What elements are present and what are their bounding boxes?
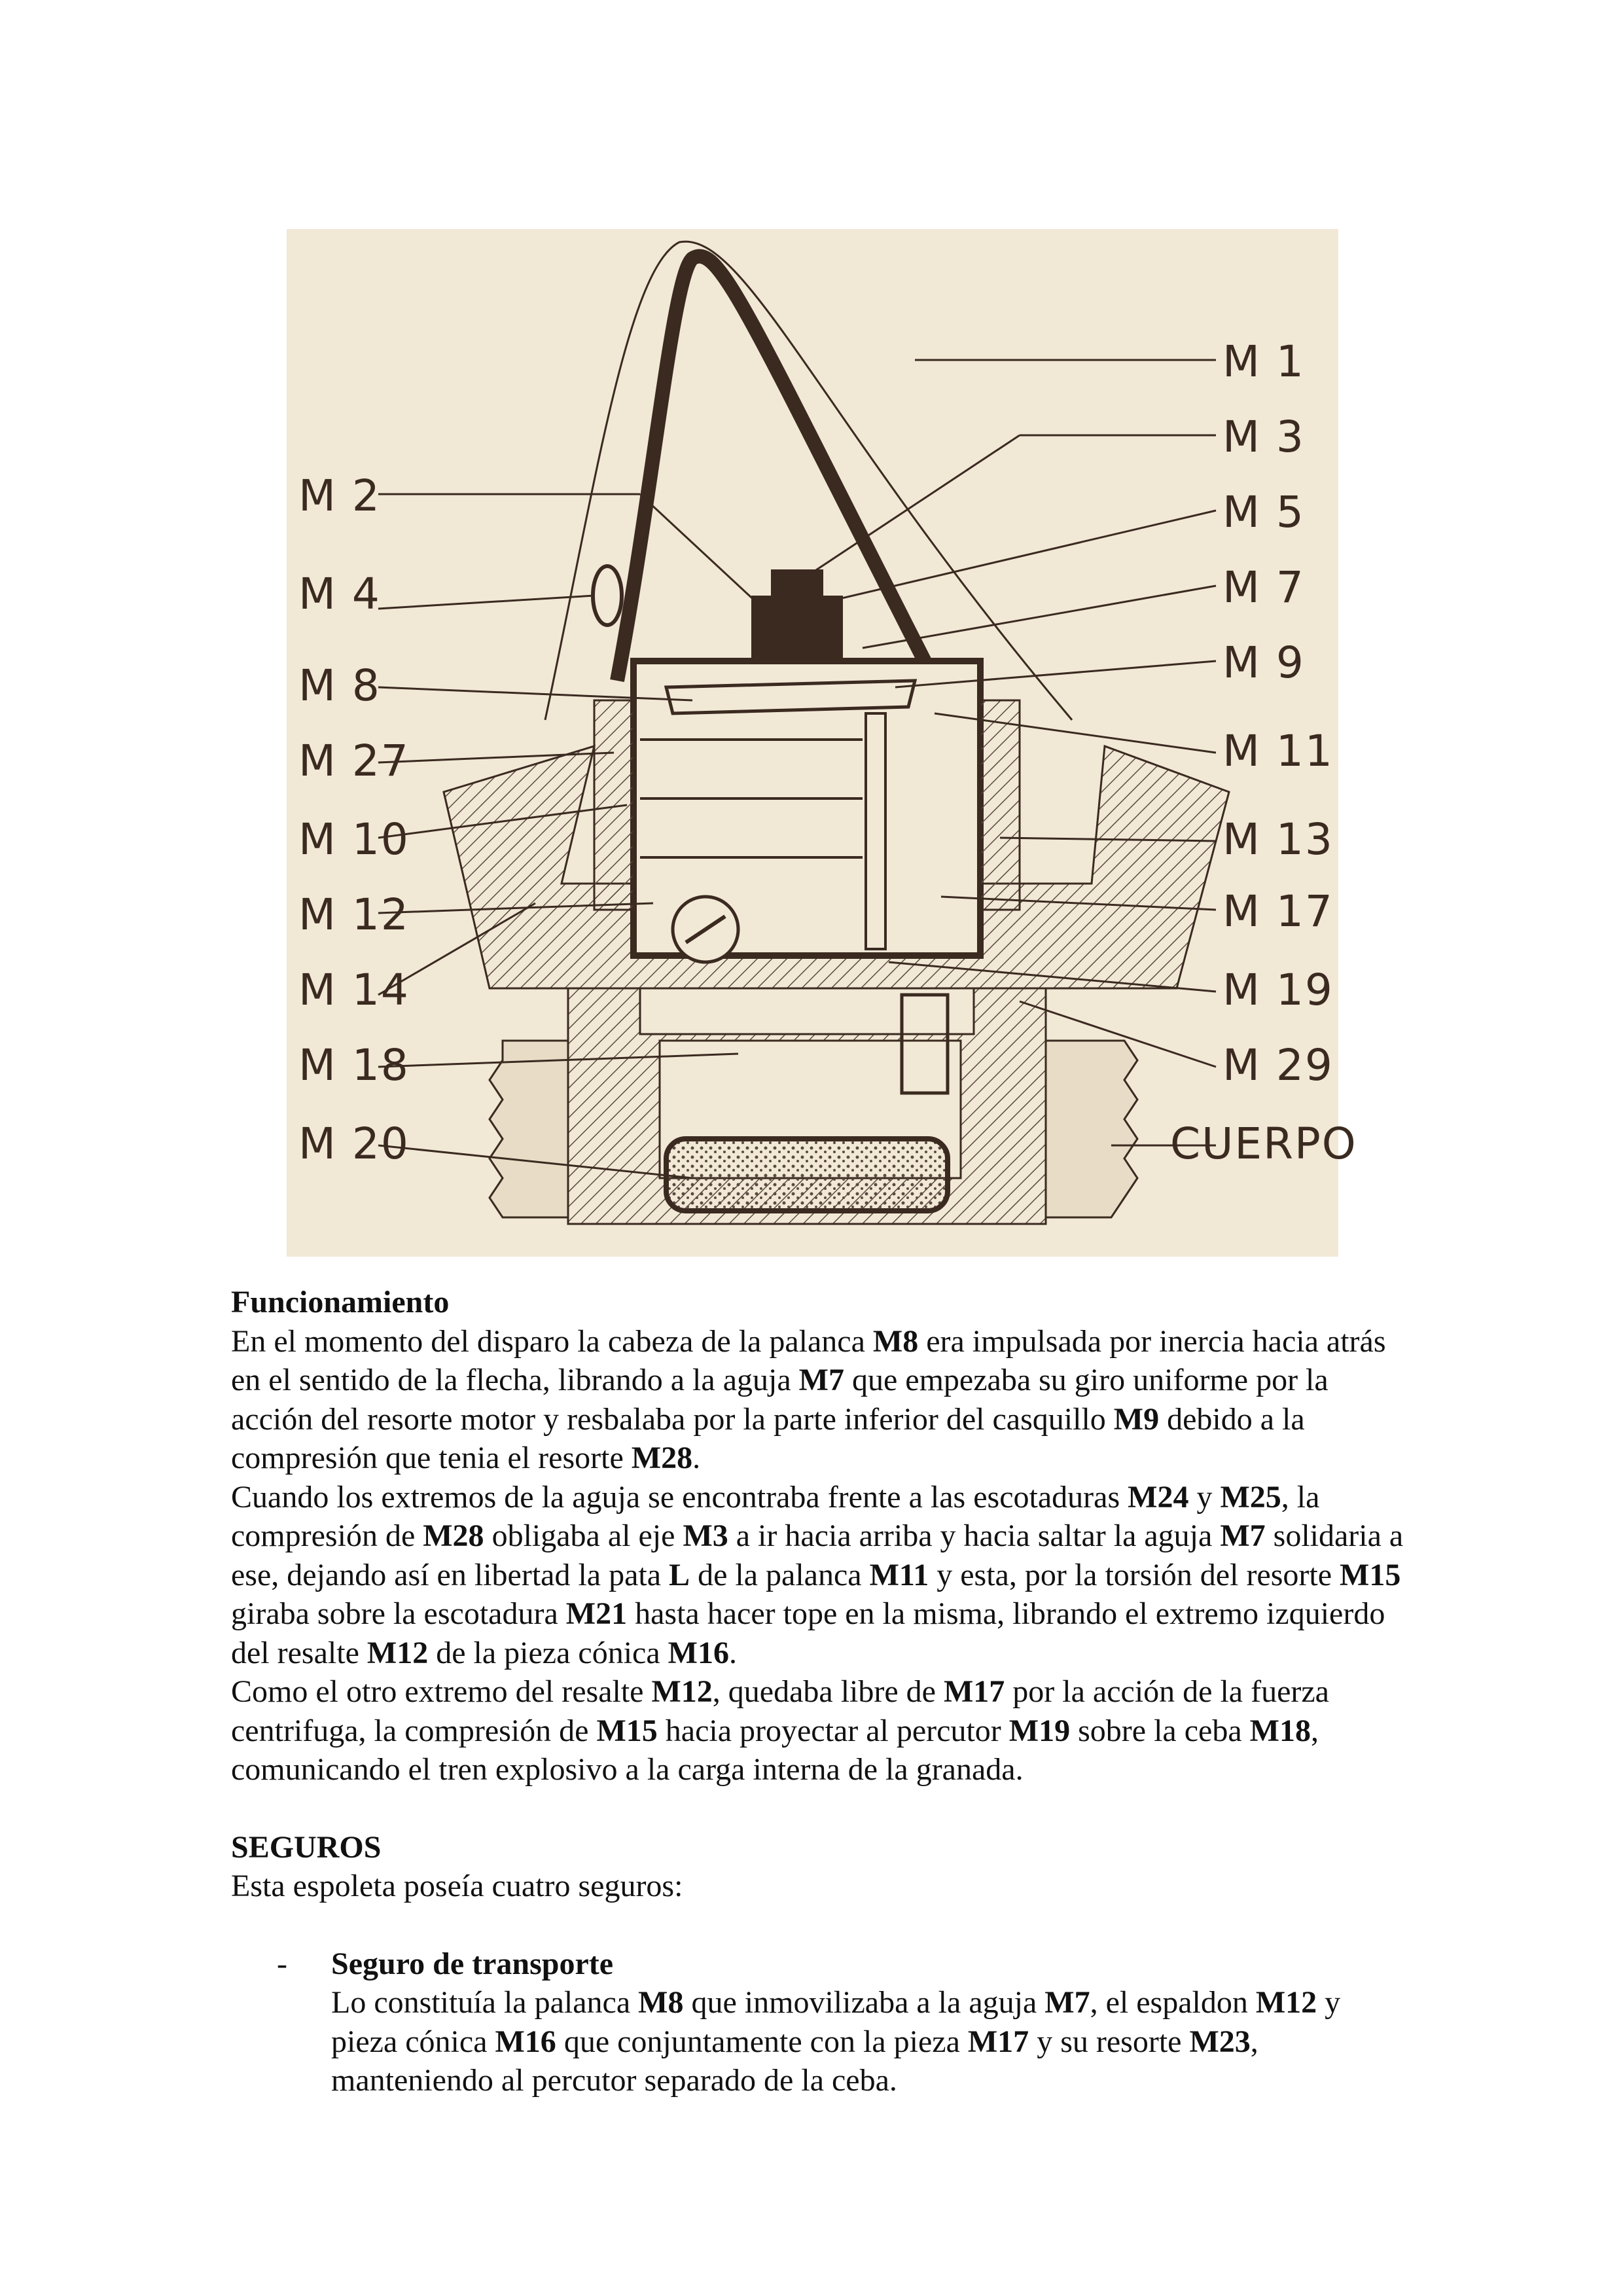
labels-left: [298, 471, 410, 1169]
label-left: M 4: [298, 569, 381, 619]
label-right: CUERPO: [1170, 1119, 1357, 1169]
label-right: M 13: [1222, 814, 1334, 865]
label-left: M 14: [298, 965, 410, 1015]
document-body: [231, 1283, 1409, 2100]
knob: [593, 566, 622, 625]
bellows-right: [1046, 1041, 1137, 1217]
label-right: M 17: [1222, 886, 1334, 937]
label-left: M 8: [298, 660, 381, 711]
threaded-wall-right: [980, 700, 1020, 910]
list-bullet: -: [277, 1946, 287, 1981]
label-right: M 9: [1222, 637, 1305, 688]
paragraph-1: En el momento del disparo la cabeza de la palanca M8 era impulsada por inercia hacia atrás en el sentido de la flecha, librando a la aguja M7 que empezaba su giro uniforme por la acción del resorte motor y resbalaba por la parte inferior del casquillo M9 debido a la compresión que tenia el resorte M28.: [231, 1323, 1386, 1475]
seguros-intro: Esta espoleta poseía cuatro seguros:: [231, 1869, 683, 1903]
label-left: M 27: [298, 736, 410, 786]
explosive-charge: [666, 1139, 948, 1211]
section-heading-seguros: SEGUROS: [231, 1829, 382, 1865]
fuze-cross-section-figure: [287, 229, 1357, 1257]
head-block: [751, 596, 843, 661]
paragraph-2: Cuando los extremos de la aguja se encontraba frente a las escotaduras M24 y M25, la compresión de M28 obligaba al eje M3 a ir hacia arriba y hacia saltar la aguja M7 solidaria a ese, dejando así en libertad la pata L de la palanca M11 y esta, por la torsión del resorte M15 giraba sobre la escotadura M21 hasta hacer tope en la misma, librando el extremo izquierdo del resalte M12 de la pieza cónica M16.: [231, 1479, 1404, 1670]
label-right: M 3: [1222, 412, 1305, 462]
label-right: M 1: [1222, 336, 1305, 387]
label-left: M 2: [298, 471, 381, 521]
label-right: M 5: [1222, 487, 1305, 537]
label-right: M 29: [1222, 1040, 1334, 1090]
fuze-diagram: [287, 229, 1357, 1257]
list-item-text: Lo constituía la palanca M8 que inmovilizaba a la aguja M7, el espaldon M12 y pieza cónica M16 que conjuntamente con la pieza M17 y su resorte M23, manteniendo al percutor separado de la ceba.: [331, 1985, 1341, 2098]
label-left: M 12: [298, 889, 410, 940]
label-right: M 19: [1222, 965, 1334, 1015]
label-left: M 18: [298, 1040, 410, 1090]
threaded-wall-left: [594, 700, 633, 910]
list-item-title: Seguro de transporte: [331, 1946, 614, 1981]
paragraph-3: Como el otro extremo del resalte M12, quedaba libre de M17 por la acción de la fuerza centrifuga, la compresión de M15 hacia proyectar al percutor M19 sobre la ceba M18, comunicando el tren explosivo a la carga interna de la granada.: [231, 1674, 1329, 1787]
labels-right: [1170, 336, 1357, 1169]
label-right: M 11: [1222, 726, 1334, 776]
bellows-left: [490, 1041, 568, 1217]
section-heading-funcionamiento: Funcionamiento: [231, 1285, 450, 1319]
list-item: [231, 1945, 1409, 2100]
label-right: M 7: [1222, 562, 1305, 613]
label-left: M 10: [298, 814, 410, 865]
label-left: M 20: [298, 1119, 410, 1169]
